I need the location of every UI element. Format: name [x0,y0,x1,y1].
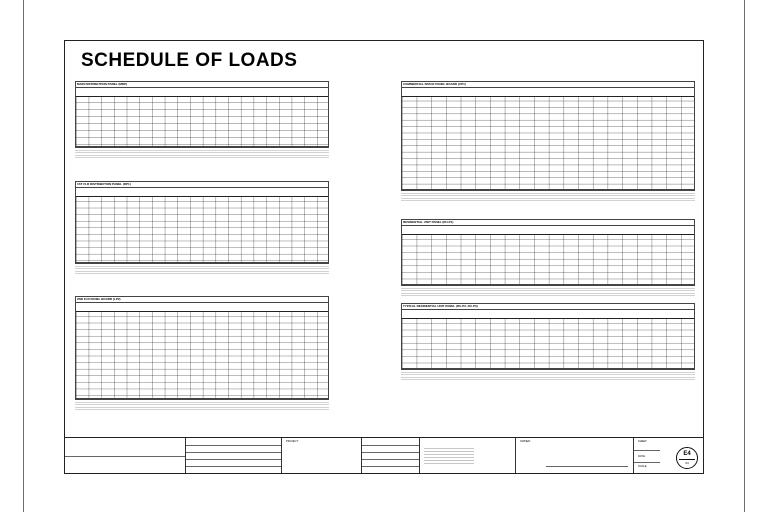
panel-lp2 [75,296,329,410]
panel-title: 1ST FLR DISTRIBUTION PANEL (DP1) [75,181,329,187]
trim-line-right [744,0,745,512]
panel-title: COMMERCIAL SPACE PANEL BOARD (CP1) [401,81,695,87]
load-table [75,87,329,147]
panel-title: RESIDENTIAL UNIT PANEL (RU-P1) [401,219,695,225]
load-table [75,302,329,399]
table-header [402,88,694,97]
panel-title: MAIN DISTRIBUTION PANEL (MDP) [75,81,329,87]
sheet-title: SCHEDULE OF LOADS [81,50,298,71]
panel-notes [401,369,695,380]
panel-title: TYPICAL RESIDENTIAL UNIT PANEL (RU-P2, RU-P3) [401,303,695,309]
load-table [401,225,695,285]
panel-notes [75,399,329,410]
sheet-number-badge [676,447,698,469]
panel-title: 2ND FLR PANEL BOARD (LP2) [75,296,329,302]
sheet-number: E4 [683,451,691,457]
tb-project-label: PROJECT: [286,440,299,443]
load-table [75,187,329,263]
table-header [76,303,328,312]
table-header [402,226,694,235]
panel-notes [401,190,695,201]
tb-date-label: DATE: [638,455,646,458]
tb-scale-label: SCALE: [638,465,648,468]
sheet-total: 04 [685,461,689,465]
drawing-sheet [64,40,704,474]
panel-mdp [75,81,329,158]
load-table [401,87,695,190]
tb-sheet-label: SHEET: [638,440,648,443]
panel-notes [401,285,695,296]
panel-ru-p2 [401,303,695,380]
tb-project [281,438,362,473]
panel-notes [75,147,329,158]
tb-approval [515,438,634,473]
load-table [401,309,695,369]
panel-ru-p1 [401,219,695,296]
trim-line-left [23,0,24,512]
tb-owner [65,438,185,473]
tb-sheet [633,438,706,473]
panel-notes [75,263,329,274]
tb-owner-label: OWNER: [520,440,531,443]
tb-designer [419,438,516,473]
table-header [76,188,328,197]
panel-cp1 [401,81,695,201]
tb-revisions [361,438,420,473]
table-header [402,310,694,319]
table-header [76,88,328,97]
tb-drawing [185,438,282,473]
title-block [65,437,703,473]
panel-dp1 [75,181,329,274]
